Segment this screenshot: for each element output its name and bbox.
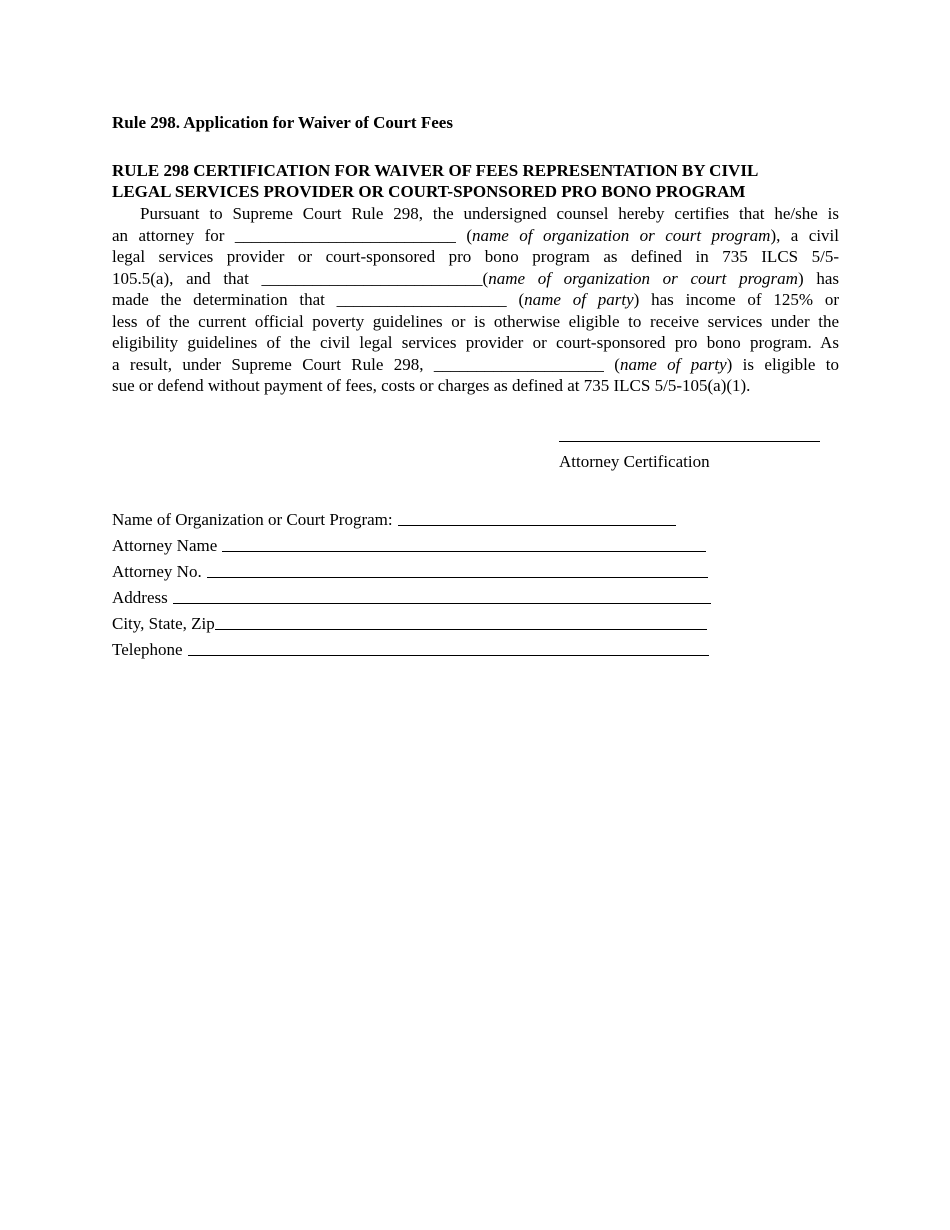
organization-input-line[interactable] xyxy=(398,525,676,526)
city-state-zip-label: City, State, Zip xyxy=(112,614,215,633)
rule-title: Rule 298. Application for Waiver of Court Fees xyxy=(112,113,453,132)
telephone-field xyxy=(112,634,732,660)
attorney-no-input-line[interactable] xyxy=(207,577,708,578)
telephone-input-line[interactable] xyxy=(188,655,709,656)
certification-body xyxy=(112,203,839,397)
address-input-line[interactable] xyxy=(173,603,711,604)
signature-line[interactable] xyxy=(559,441,820,442)
body-line: made the determination that ____________________ (name of party) has income of 125% or xyxy=(112,290,839,309)
attorney-name-label: Attorney Name xyxy=(112,536,218,555)
city-state-zip-field xyxy=(112,608,732,634)
body-line: a result, under Supreme Court Rule 298, ____________________ (name of party) is eligible to xyxy=(112,354,839,374)
attorney-name-input-line[interactable] xyxy=(222,551,706,552)
body-line: Pursuant to Supreme Court Rule 298, the undersigned counsel hereby certifies that he/she is xyxy=(140,204,839,223)
body-line: sue or defend without payment of fees, costs or charges as defined at 735 ILCS 5/5-105(a)(1). xyxy=(112,376,751,395)
heading-line-2: LEGAL SERVICES PROVIDER OR COURT-SPONSORED PRO BONO PROGRAM xyxy=(112,182,746,201)
certification-heading xyxy=(112,160,842,202)
city-state-zip-input-line[interactable] xyxy=(215,629,707,630)
attorney-name-field xyxy=(112,530,732,556)
body-line: legal services provider or court-sponsored pro bono program as defined in 735 ILCS 5/5- xyxy=(112,247,839,266)
telephone-label: Telephone xyxy=(112,640,183,659)
address-label: Address xyxy=(112,588,168,607)
signature-label: Attorney Certification xyxy=(559,452,710,471)
attorney-info-fields xyxy=(112,504,732,660)
attorney-no-label: Attorney No. xyxy=(112,562,202,581)
organization-label: Name of Organization or Court Program: xyxy=(112,510,393,529)
address-field xyxy=(112,582,732,608)
body-line: 105.5(a), and that __________________________(name of organization or court program) has xyxy=(112,268,839,288)
body-line: an attorney for __________________________ (name of organization or court program), a civil xyxy=(112,225,839,245)
attorney-no-field xyxy=(112,556,732,582)
heading-line-1: RULE 298 CERTIFICATION FOR WAIVER OF FEES REPRESENTATION BY CIVIL xyxy=(112,161,759,180)
body-line: eligibility guidelines of the civil legal services provider or court-sponsored pro bono program. As xyxy=(112,333,839,352)
body-line: less of the current official poverty guidelines or is otherwise eligible to receive services under the xyxy=(112,311,839,331)
organization-field xyxy=(112,504,732,530)
